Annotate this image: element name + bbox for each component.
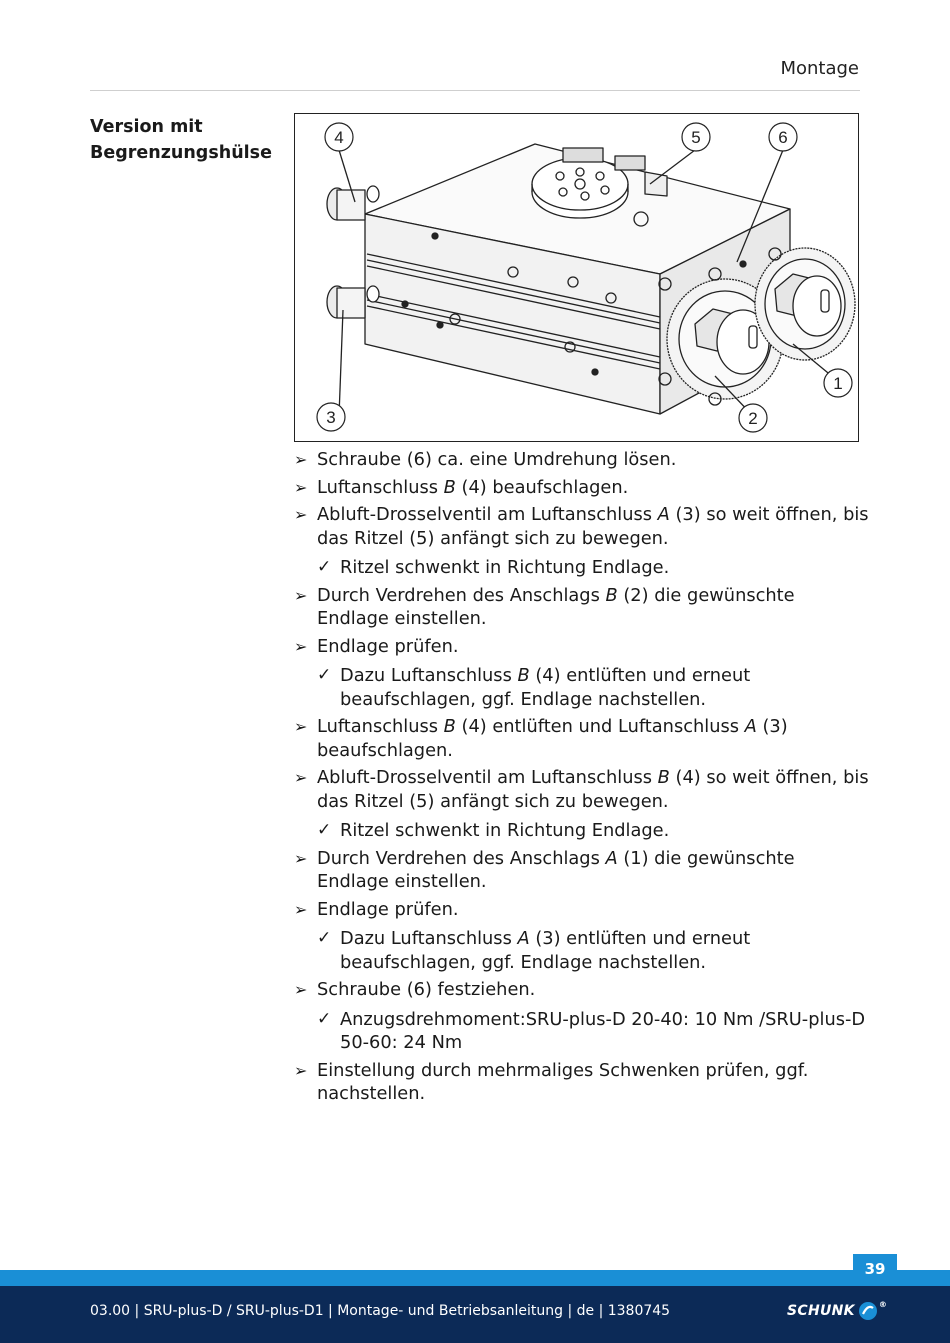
step-variable: B	[443, 716, 456, 737]
step-text: Einstellung durch mehrmaliges Schwenken prüfen, ggf. nachstellen.	[317, 1059, 809, 1104]
step-text: (3) entlüften und erneut beaufschlagen, ggf. Endlage nachstellen.	[340, 928, 751, 973]
instruction-list	[294, 448, 869, 1110]
svg-text:3: 3	[326, 408, 336, 427]
action-step	[294, 847, 869, 894]
check-icon: ✓	[317, 557, 332, 577]
schunk-logo	[787, 1298, 887, 1324]
step-text: Ritzel schwenkt in Richtung Endlage.	[340, 557, 670, 578]
step-text: Abluft-Drosselventil am Luftanschluss	[317, 504, 658, 525]
result-item	[294, 927, 869, 974]
arrow-bullet-icon: ➢	[294, 636, 308, 656]
step-text: (3) so weit öffnen, bis das Ritzel (5) anfängt sich zu bewegen.	[317, 504, 869, 549]
step-text: (1) die gewünschte Endlage einstellen.	[317, 847, 795, 892]
step-text: (4) entlüften und Luftanschluss	[455, 716, 745, 737]
check-icon: ✓	[317, 1008, 332, 1029]
step-text: Endlage prüfen.	[317, 898, 459, 920]
action-step	[294, 898, 869, 922]
footer-stripe	[0, 1270, 950, 1286]
end-stop-a	[755, 248, 855, 360]
footer-document-info: 03.00 | SRU-plus-D / SRU-plus-D1 | Montage- und Betriebsanleitung | de | 1380745	[90, 1303, 671, 1319]
step-variable: A	[517, 928, 530, 949]
step-text: Luftanschluss	[317, 716, 444, 737]
arrow-bullet-icon: ➢	[294, 477, 308, 497]
result-item	[294, 664, 869, 711]
check-icon: ✓	[317, 820, 332, 840]
callout-3	[317, 403, 345, 431]
step-text: Schraube (6) festziehen.	[317, 979, 536, 1000]
brand-emblem-icon	[857, 1300, 879, 1322]
step-text: Anzugsdrehmoment:SRU-plus-D 20-40: 10 Nm /SRU-plus-D 50-60: 24 Nm	[340, 1008, 866, 1053]
action-step	[294, 715, 869, 762]
header-divider	[90, 90, 860, 91]
svg-text:5: 5	[691, 128, 701, 147]
step-text: Dazu Luftanschluss	[340, 928, 518, 949]
arrow-bullet-icon: ➢	[294, 1060, 308, 1080]
callout-5	[682, 123, 710, 151]
callout-6	[769, 123, 797, 151]
svg-text:4: 4	[334, 128, 344, 147]
arrow-bullet-icon: ➢	[294, 768, 308, 787]
action-step	[294, 1059, 869, 1106]
svg-text:2: 2	[748, 409, 758, 428]
step-text: Abluft-Drosselventil am Luftanschluss	[317, 767, 658, 788]
callout-4	[325, 123, 353, 151]
arrow-bullet-icon: ➢	[294, 505, 308, 524]
step-text: Durch Verdrehen des Anschlags	[317, 847, 606, 869]
step-variable: A	[657, 504, 670, 525]
arrow-bullet-icon: ➢	[294, 848, 308, 868]
action-step	[294, 503, 869, 550]
check-icon: ✓	[317, 928, 332, 948]
step-variable: B	[605, 584, 618, 606]
page-number: 39	[853, 1254, 897, 1284]
check-icon: ✓	[317, 665, 332, 685]
step-variable: B	[657, 767, 670, 788]
action-step	[294, 978, 869, 1002]
arrow-bullet-icon: ➢	[294, 899, 308, 919]
result-item	[294, 556, 869, 580]
step-variable: A	[744, 716, 757, 737]
step-text: (3) beaufschlagen.	[317, 716, 788, 761]
step-text: Ritzel schwenkt in Richtung Endlage.	[340, 820, 670, 841]
step-variable: B	[443, 476, 456, 498]
result-item	[294, 819, 869, 843]
arrow-bullet-icon: ➢	[294, 717, 308, 736]
step-text: Luftanschluss	[317, 476, 444, 498]
callout-2	[739, 404, 767, 432]
result-item	[294, 1008, 869, 1055]
step-text: (4) so weit öffnen, bis das Ritzel (5) anfängt sich zu bewegen.	[317, 767, 869, 812]
step-variable: A	[605, 847, 618, 869]
svg-text:6: 6	[778, 128, 788, 147]
rotary-actuator-drawing	[295, 114, 858, 441]
step-text: (4) beaufschlagen.	[455, 476, 629, 498]
arrow-bullet-icon: ➢	[294, 585, 308, 605]
action-step	[294, 448, 869, 472]
step-text: Durch Verdrehen des Anschlags	[317, 584, 606, 606]
step-text: Dazu Luftanschluss	[340, 665, 518, 686]
product-illustration	[294, 113, 859, 442]
arrow-bullet-icon: ➢	[294, 450, 308, 469]
step-text: (2) die gewünschte Endlage einstellen.	[317, 584, 795, 629]
page-header-title: Montage	[780, 58, 859, 79]
step-text: (4) entlüften und erneut beaufschlagen, ggf. Endlage nachstellen.	[340, 665, 751, 710]
brand-name: SCHUNK	[787, 1303, 855, 1319]
arrow-bullet-icon: ➢	[294, 980, 308, 999]
action-step	[294, 766, 869, 813]
registered-mark: ®	[878, 1300, 888, 1309]
section-heading: Version mit Begrenzungshülse	[90, 117, 272, 163]
step-variable: B	[517, 665, 530, 686]
action-step	[294, 635, 869, 659]
action-step	[294, 476, 869, 500]
step-text: Endlage prüfen.	[317, 635, 459, 657]
svg-text:1: 1	[833, 374, 843, 393]
action-step	[294, 584, 869, 631]
callout-1	[824, 369, 852, 397]
step-text: Schraube (6) ca. eine Umdrehung lösen.	[317, 449, 677, 470]
